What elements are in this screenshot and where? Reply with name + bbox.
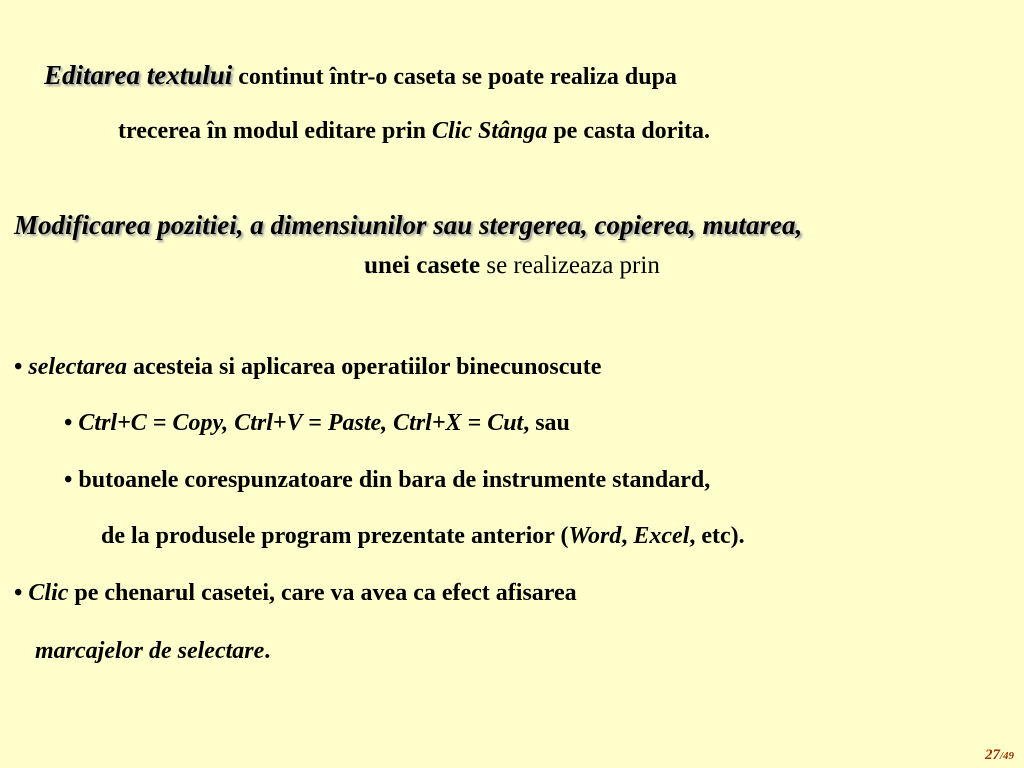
bullet3-cont-b: , etc). — [689, 523, 745, 549]
bullet-selectarea — [14, 352, 601, 382]
page-current: 27 — [984, 747, 1000, 763]
bullet-toolbar-buttons — [64, 465, 710, 495]
bullet4-cont-end: . — [264, 638, 271, 664]
excel-text: Excel — [633, 523, 690, 549]
bullet2-italic: Ctrl+C = Copy, Ctrl+V = Paste, Ctrl+X = Cut — [78, 410, 524, 436]
bullet4-cont-italic: marcajelor de selectare — [35, 638, 265, 664]
para1-text-b: trecerea în modul editare prin — [118, 118, 432, 144]
bullet1-text: acesteia si aplicarea operatiilor binecunoscute — [127, 354, 602, 380]
para1-heading: Editarea textului — [44, 60, 233, 90]
page-number — [985, 746, 1014, 764]
bullet-symbol: • — [14, 580, 23, 606]
bullet3-text: butoanele corespunzatoare din bara de instrumente standard, — [78, 467, 711, 493]
bullet3-comma: , — [621, 523, 634, 549]
para2-heading: Modificarea pozitiei, a dimensiunilor sau stergerea, copierea, mutarea, — [14, 210, 803, 240]
bullet2-text: , sau — [523, 410, 570, 436]
para1-text-c: pe casta dorita. — [547, 118, 710, 144]
para2-line2 — [0, 251, 1024, 281]
bullet4-continuation — [35, 636, 270, 666]
bullet3-continuation — [101, 521, 745, 551]
para1-line2 — [118, 116, 710, 146]
bullet-clic-border — [14, 578, 577, 608]
bullet1-italic: selectarea — [28, 354, 128, 380]
clic-stanga-text: Clic Stânga — [431, 118, 548, 144]
bullet-symbol: • — [64, 410, 73, 436]
bullet4-text: pe chenarul casetei, care va avea ca efect afisarea — [68, 580, 577, 606]
word-text: Word — [568, 523, 622, 549]
para2-bold-part: unei casete — [364, 252, 481, 279]
para2-normal-part: se realizeaza prin — [480, 252, 660, 279]
para1-text-a: continut într-o caseta se poate realiza dupa — [232, 64, 677, 90]
bullet-symbol: • — [64, 467, 73, 493]
bullet3-cont-a: de la produsele program prezentate anterior ( — [101, 523, 569, 549]
bullet-symbol: • — [14, 354, 23, 380]
bullet4-italic: Clic — [28, 580, 69, 606]
page-total: /49 — [999, 750, 1014, 762]
para1-line1 — [44, 60, 677, 92]
bullet-shortcuts — [64, 408, 570, 438]
